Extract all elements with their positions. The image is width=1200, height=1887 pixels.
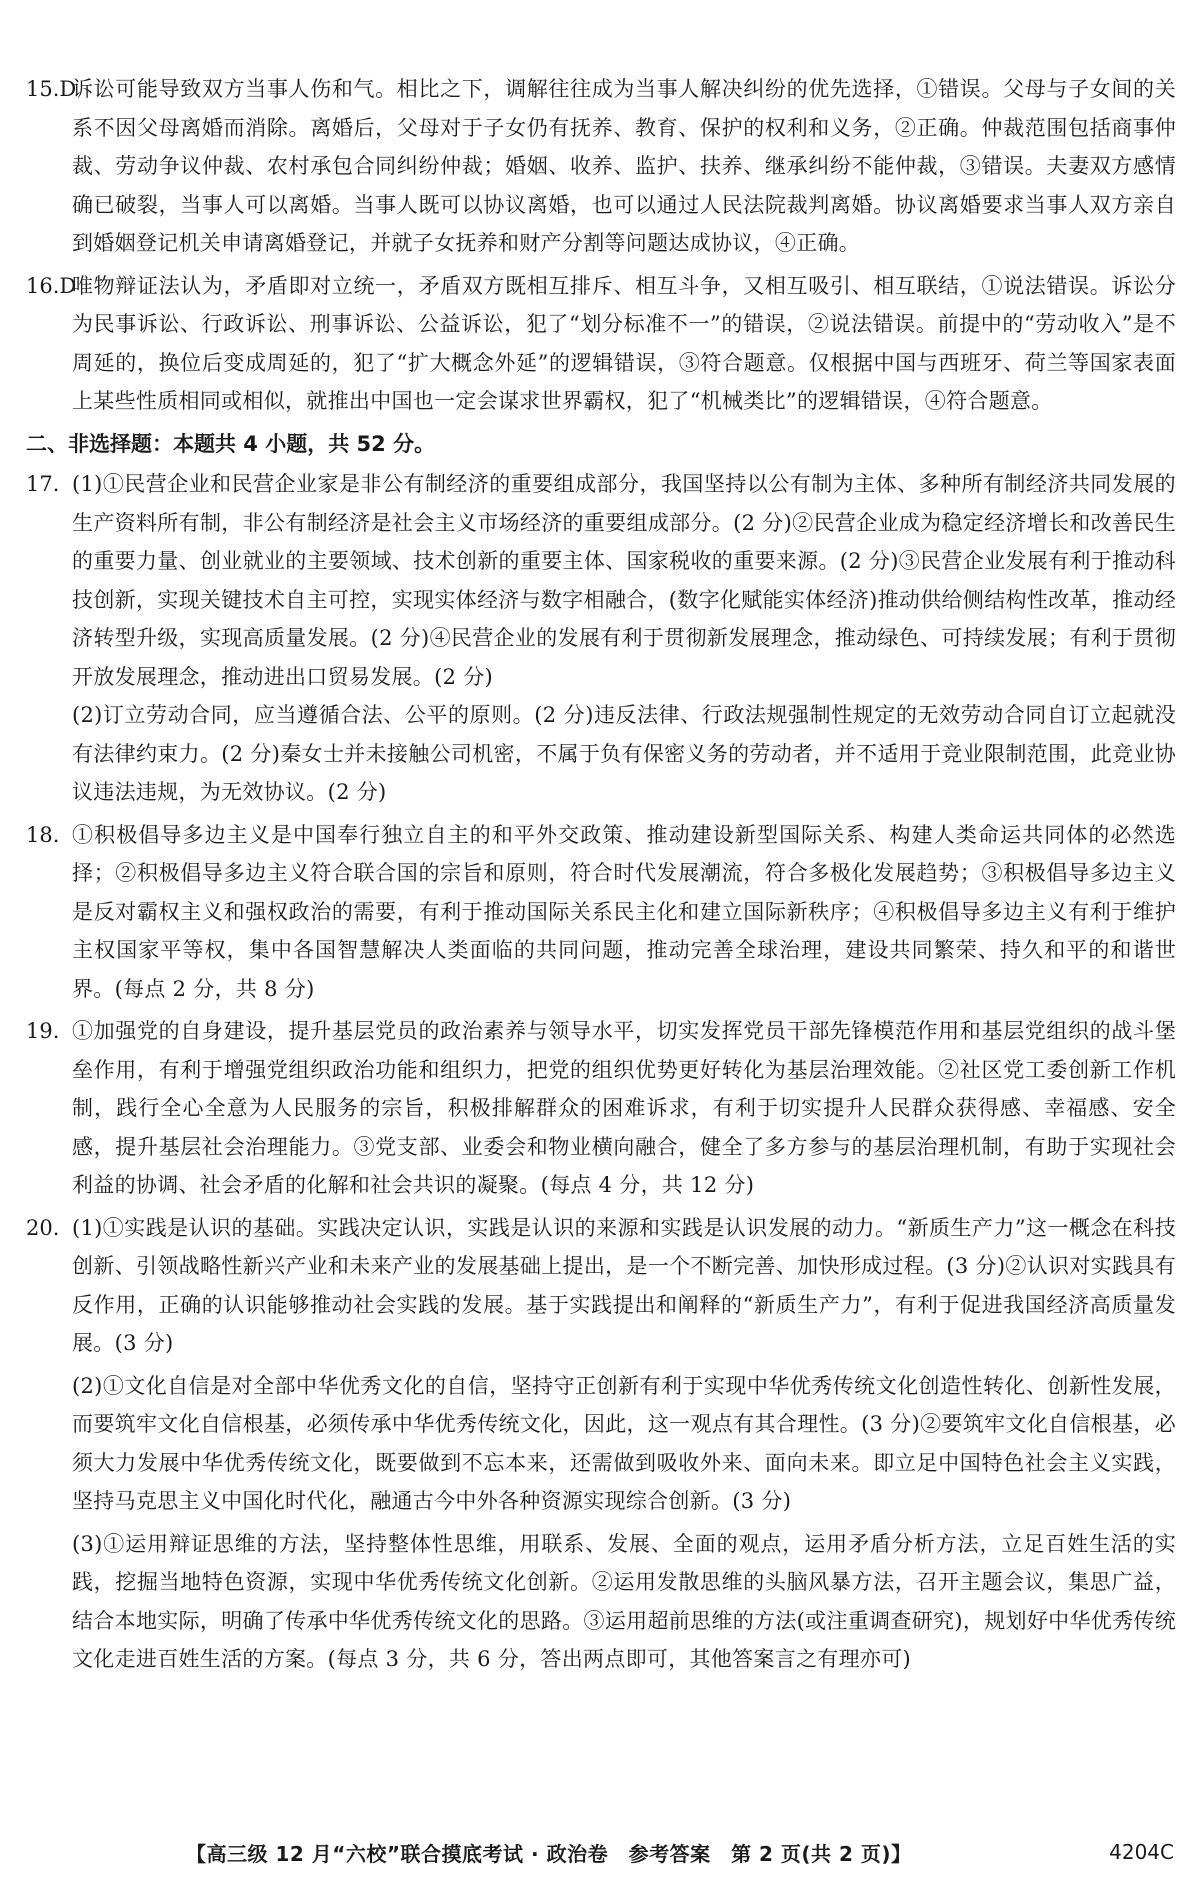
answer-part-3: (3)①运用辩证思维的方法，坚持整体性思维，用联系、发展、全面的观点，运用矛盾分析方法，立足百姓生活的实践，挖掘当地特色资源，实现中华优秀传统文化创新。②运用发散思维的头脑风暴方法，召开主题会议，集思广益，结合本地实际，明确了传承中华优秀传统文化的思路。③运用超前思维的方法(或注重调查研究)，规划好中华优秀传统文化走进百姓生活的方案。(每点 3 分，共 6 分，答出两点即可，其他答案言之有理亦可): [72, 1531, 1176, 1671]
footer-title: 【高三级 12 月“六校”联合摸底考试 · 政治卷 参考答案 第 2 页(共 2 页)】: [186, 1842, 912, 1866]
answer-16: [26, 267, 1176, 421]
question-number: 19.: [26, 1019, 60, 1043]
answer-part-1: (1)①民营企业和民营企业家是非公有制经济的重要组成部分，我国坚持以公有制为主体、多种所有制经济共同发展的生产资料所有制，非公有制经济是社会主义市场经济的重要组成部分。(2 分)②民营企业成为稳定经济增长和改善民生的重要力量、创业就业的主要领域、技术创新的重要主体、国家税收的重要来源。(2 分)③民营企业发展有利于推动科技创新，实现关键技术自主可控，实现实体经济与数字相融合，(数字化赋能实体经济)推动供给侧结构性改革，推动经济转型升级，实现高质量发展。(2 分)④民营企业的发展有利于贯彻新发展理念，推动绿色、可持续发展；有利于贯彻开放发展理念，推动进出口贸易发展。(2 分): [72, 472, 1176, 689]
page-footer: [0, 1834, 1200, 1874]
answer-20: [26, 1209, 1176, 1679]
answer-part-1: (1)①实践是认识的基础。实践决定认识，实践是认识的来源和实践是认识发展的动力。“新质生产力”这一概念在科技创新、引领战略性新兴产业和未来产业的发展基础上提出，是一个不断完善、加快形成过程。(3 分)②认识对实践具有反作用，正确的认识能够推动社会实践的发展。基于实践提出和阐释的“新质生产力”，有利于促进我国经济高质量发展。(3 分): [72, 1215, 1176, 1355]
question-number: 16.D: [26, 273, 77, 298]
question-number: 15.D: [26, 77, 77, 101]
answer-text: ①加强党的自身建设，提升基层党员的政治素养与领导水平，切实发挥党员干部先锋模范作用和基层党组织的战斗堡垒作用，有利于增强党组织政治功能和组织力，把党的组织优势更好转化为基层治理效能。②社区党工委创新工作机制，践行全心全意为人民服务的宗旨，积极排解群众的困难诉求，有利于切实提升人民群众获得感、幸福感、安全感，提升基层社会治理能力。③党支部、业委会和物业横向融合，健全了多方参与的基层治理机制，有助于实现社会利益的协调、社会矛盾的化解和社会共识的凝聚。(每点 4 分，共 12 分): [72, 1019, 1176, 1197]
answer-19: [26, 1012, 1176, 1205]
answer-18: [26, 816, 1176, 1009]
section-heading: 二、非选择题：本题共 4 小题，共 52 分。: [26, 431, 436, 456]
question-number: 20.: [26, 1215, 60, 1240]
question-number: 17.: [26, 472, 60, 496]
answer-15: [26, 70, 1176, 263]
answer-part-2: (2)①文化自信是对全部中华优秀文化的自信，坚持守正创新有利于实现中华优秀传统文化创造性转化、创新性发展，而要筑牢文化自信根基，必须传承中华优秀传统文化，因此，这一观点有其合理性。(3 分)②要筑牢文化自信根基，必须大力发展中华优秀传统文化，既要做到不忘本来，还需做到吸收外来、面向未来。即立足中国特色社会主义实践，坚持马克思主义中国化时代化，融通古今中外各种资源实现综合创新。(3 分): [72, 1373, 1176, 1513]
answer-part-2: (2)订立劳动合同，应当遵循合法、公平的原则。(2 分)违反法律、行政法规强制性规定的无效劳动合同自订立起就没有法律约束力。(2 分)秦女士并未接触公司机密，不属于负有保密义务的劳动者，并不适用于竞业限制范围，此竞业协议违法违规，为无效协议。(2 分): [72, 703, 1176, 804]
answer-sheet: [26, 70, 1176, 1683]
answer-17: [26, 465, 1176, 812]
footer-code: 4204C: [1109, 1840, 1174, 1864]
answer-text: ①积极倡导多边主义是中国奉行独立自主的和平外交政策、推动建设新型国际关系、构建人类命运共同体的必然选择；②积极倡导多边主义符合联合国的宗旨和原则，符合时代发展潮流，符合多极化发展趋势；③积极倡导多边主义是反对霸权主义和强权政治的需要，有利于推动国际关系民主化和建立国际新秩序；④积极倡导多边主义有利于维护主权国家平等权，集中各国智慧解决人类面临的共同问题，推动完善全球治理，建设共同繁荣、持久和平的和谐世界。(每点 2 分，共 8 分): [72, 822, 1176, 1001]
answer-text: 唯物辩证法认为，矛盾即对立统一，矛盾双方既相互排斥、相互斗争，又相互吸引、相互联结，①说法错误。诉讼分为民事诉讼、行政诉讼、刑事诉讼、公益诉讼，犯了“划分标准不一”的错误，②说法错误。前提中的“劳动收入”是不周延的，换位后变成周延的，犯了“扩大概念外延”的逻辑错误，③符合题意。仅根据中国与西班牙、荷兰等国家表面上某些性质相同或相似，就推出中国也一定会谋求世界霸权，犯了“机械类比”的逻辑错误，④符合题意。: [72, 273, 1176, 413]
answer-text: 诉讼可能导致双方当事人伤和气。相比之下，调解往往成为当事人解决纠纷的优先选择，①错误。父母与子女间的关系不因父母离婚而消除。离婚后，父母对于子女仍有抚养、教育、保护的权利和义务，②正确。仲裁范围包括商事仲裁、劳动争议仲裁、农村承包合同纠纷仲裁；婚姻、收养、监护、扶养、继承纠纷不能仲裁，③错误。夫妻双方感情确已破裂，当事人可以离婚。当事人既可以协议离婚，也可以通过人民法院裁判离婚。协议离婚要求当事人双方亲自到婚姻登记机关申请离婚登记，并就子女抚养和财产分割等问题达成协议，④正确。: [72, 77, 1176, 255]
question-number: 18.: [26, 822, 60, 847]
